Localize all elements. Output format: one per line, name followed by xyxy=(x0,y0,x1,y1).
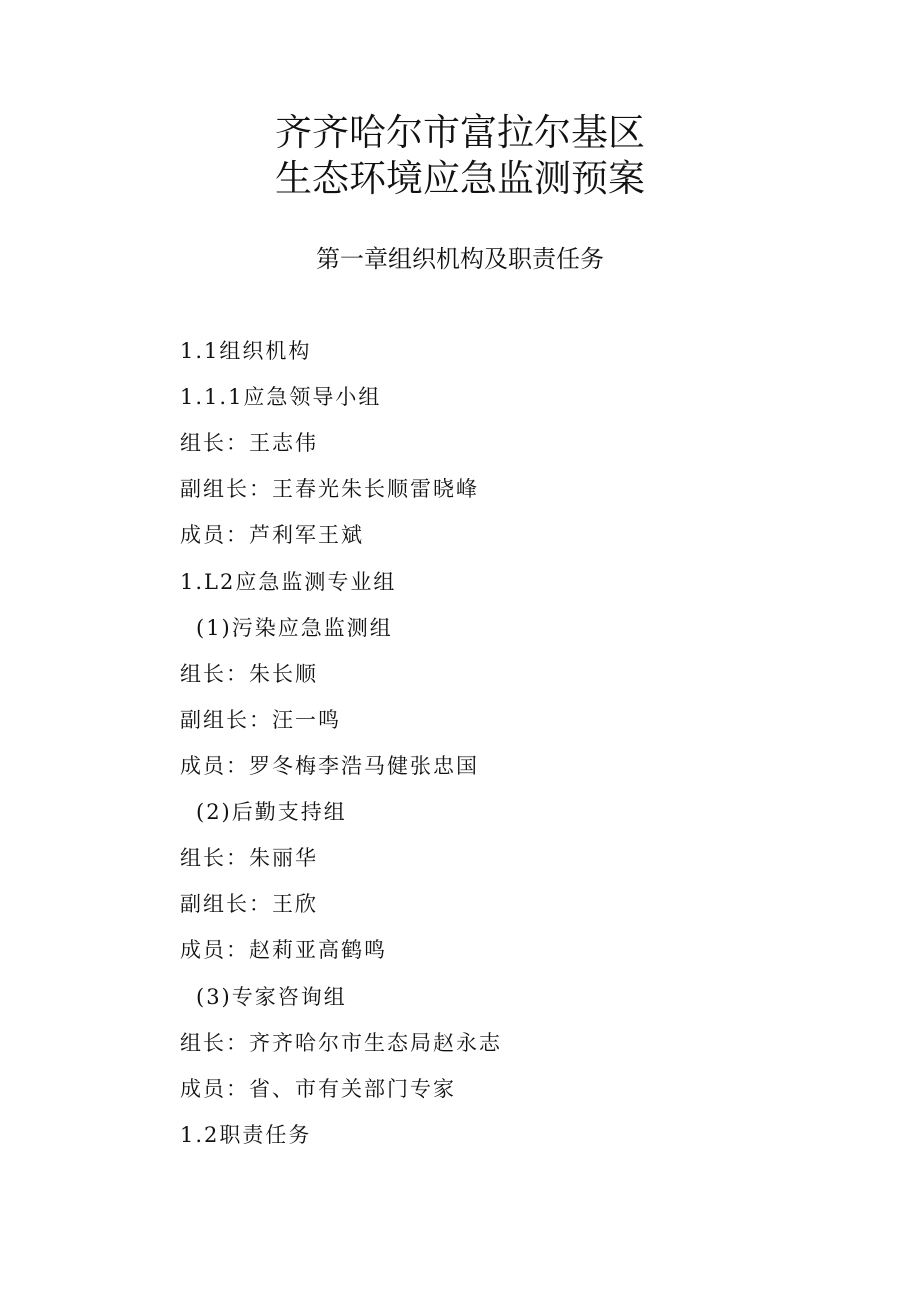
members-line: 成员：赵莉亚高鹤鸣 xyxy=(180,938,387,962)
leader-line: 组长：齐齐哈尔市生态局赵永志 xyxy=(180,1031,502,1055)
leader-line: 组长：朱长顺 xyxy=(180,662,318,686)
deputy-leader-line: 副组长：汪一鸣 xyxy=(180,708,341,732)
members-line: 成员：省、市有关部门专家 xyxy=(180,1077,456,1101)
group-heading-logistics: (2)后勤支持组 xyxy=(196,800,347,824)
chapter-heading: 第一章组织机构及职责任务 xyxy=(316,245,604,273)
leader-line: 组长：朱丽华 xyxy=(180,846,318,870)
document-title-line-1: 齐齐哈尔市富拉尔基区 xyxy=(275,111,645,154)
leader-line: 组长：王志伟 xyxy=(180,431,318,455)
members-line: 成员：罗冬梅李浩马健张忠国 xyxy=(180,754,479,778)
deputy-leader-line: 副组长：王春光朱长顺雷晓峰 xyxy=(180,477,479,501)
deputy-leader-line: 副组长：王欣 xyxy=(180,892,318,916)
subsection-heading-1-1-2: 1.L2应急监测专业组 xyxy=(180,570,397,594)
group-heading-expert-consulting: (3)专家咨询组 xyxy=(196,985,347,1009)
section-heading-1-2: 1.2职责任务 xyxy=(180,1123,312,1147)
section-heading-1-1: 1.1组织机构 xyxy=(180,339,312,363)
subsection-heading-1-1-1: 1.1.1应急领导小组 xyxy=(180,385,382,409)
document-title-line-2: 生态环境应急监测预案 xyxy=(275,157,645,200)
members-line: 成员：芦利军王斌 xyxy=(180,523,364,547)
group-heading-pollution-monitoring: (1)污染应急监测组 xyxy=(196,616,393,640)
